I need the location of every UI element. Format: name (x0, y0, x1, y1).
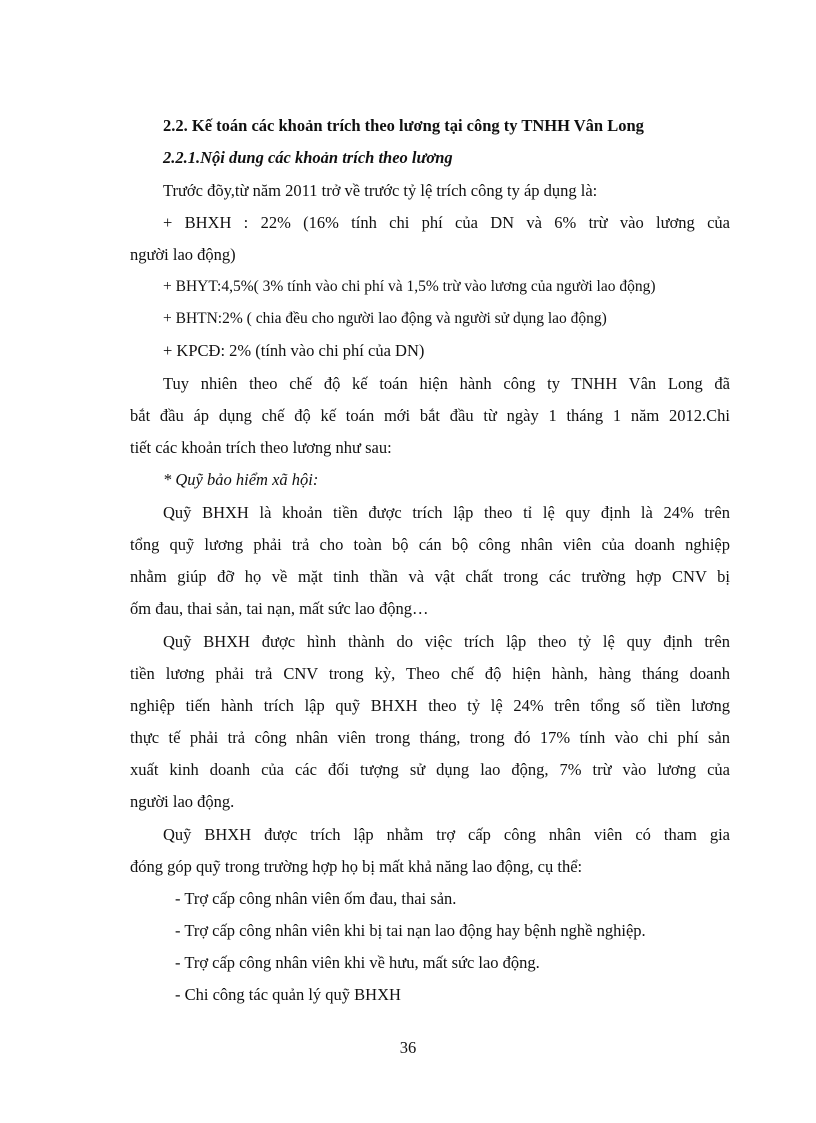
bullet-item: - Trợ cấp công nhân viên khi về hưu, mất sức lao động. (175, 953, 540, 972)
paragraph-1-line: Tuy nhiên theo chế độ kế toán hiện hành công ty TNHH Vân Long đã (163, 374, 730, 393)
paragraph-3-line: nghiệp tiến hành trích lập quỹ BHXH theo tỷ lệ 24% trên tổng số tiền lương (130, 696, 730, 715)
section-heading: 2.2. Kế toán các khoản trích theo lương tại công ty TNHH Vân Long (163, 116, 644, 135)
bullet-item: - Trợ cấp công nhân viên ốm đau, thai sản. (175, 889, 457, 908)
intro-line: Trước đõy,từ năm 2011 trở về trước tỷ lệ trích công ty áp dụng là: (163, 181, 598, 200)
paragraph-4-line: đóng góp quỹ trong trường hợp họ bị mất khả năng lao động, cụ thể: (130, 857, 583, 876)
paragraph-3-line: tiền lương phải trả CNV trong kỳ, Theo chế độ hiện hành, hàng tháng doanh (130, 664, 730, 683)
paragraph-4-line: Quỹ BHXH được trích lập nhằm trợ cấp công nhân viên có tham gia (163, 825, 730, 844)
paragraph-2-line: ốm đau, thai sản, tai nạn, mất sức lao động… (130, 599, 429, 618)
bhxh-fund-heading: * Quỹ bảo hiểm xã hội: (163, 470, 319, 489)
paragraph-3-line: thực tế phải trả công nhân viên trong tháng, trong đó 17% tính vào chi phí sản (130, 728, 730, 747)
paragraph-1-line: tiết các khoản trích theo lương như sau: (130, 438, 392, 457)
bullet-item: - Chi công tác quản lý quỹ BHXH (175, 985, 401, 1004)
paragraph-3-line: người lao động. (130, 792, 235, 811)
rate-bhxh-line-1: + BHXH : 22% (16% tính chi phí của DN và 6% trừ vào lương của (163, 213, 730, 232)
subsection-heading: 2.2.1.Nội dung các khoản trích theo lương (163, 148, 453, 167)
paragraph-1-line: bắt đầu áp dụng chế độ kế toán mới bắt đầu từ ngày 1 tháng 1 năm 2012.Chi (130, 406, 730, 425)
paragraph-2-line: tổng quỹ lương phải trả cho toàn bộ cán bộ công nhân viên của doanh nghiệp (130, 535, 730, 554)
bullet-item: - Trợ cấp công nhân viên khi bị tai nạn lao động hay bệnh nghề nghiệp. (175, 921, 646, 940)
paragraph-3-line: xuất kinh doanh của các đối tượng sử dụng lao động, 7% trừ vào lương của (130, 760, 730, 779)
rate-bhyt: + BHYT:4,5%( 3% tính vào chi phí và 1,5% trừ vào lương của người lao động) (163, 278, 656, 295)
page-number: 36 (399, 1038, 417, 1057)
rate-bhxh-line-2: người lao động) (130, 245, 236, 264)
paragraph-2-line: Quỹ BHXH là khoản tiền được trích lập theo tỉ lệ quy định là 24% trên (163, 503, 730, 522)
paragraph-2-line: nhằm giúp đỡ họ về mặt tinh thần và vật chất trong các trường hợp CNV bị (130, 567, 730, 586)
rate-kpcd: + KPCĐ: 2% (tính vào chi phí của DN) (163, 341, 425, 360)
paragraph-3-line: Quỹ BHXH được hình thành do việc trích lập theo tỷ lệ quy định trên (163, 632, 730, 651)
rate-bhtn: + BHTN:2% ( chia đều cho người lao động và người sử dụng lao động) (163, 310, 607, 327)
